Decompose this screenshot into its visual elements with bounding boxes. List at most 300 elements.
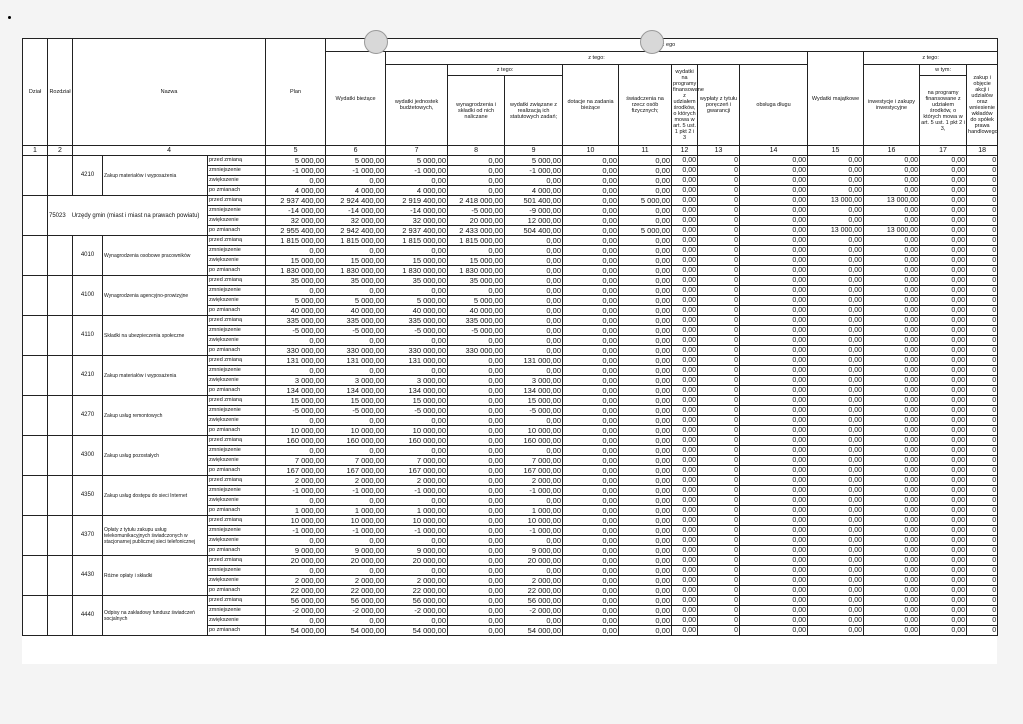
value-cell: 0,00 [386,566,448,576]
table-row [23,516,998,526]
value-cell: 0,00 [672,236,698,246]
value-cell: 0,00 [386,496,448,506]
value-cell: 0,00 [920,426,967,436]
value-cell: 0 [698,316,740,326]
value-cell: 0,00 [563,476,619,486]
value-cell: 131 000,00 [505,356,563,366]
value-cell: 0 [698,276,740,286]
value-cell: 0,00 [808,296,864,306]
rozdzial-name: Urzędy gmin (miast i miast na prawach powiatu) [71,212,200,219]
value-cell: 0 [967,176,998,186]
value-cell: 0 [698,346,740,356]
value-cell: 0,00 [672,166,698,176]
value-cell: 1 830 000,00 [386,266,448,276]
value-cell: 0,00 [740,606,808,616]
value-cell: 9 000,00 [386,546,448,556]
value-cell: 0,00 [920,476,967,486]
value-cell: 0,00 [326,286,386,296]
col-wydatki-biezace: Wydatki bieżące [326,52,386,146]
value-cell: 0,00 [563,466,619,476]
value-cell: 0,00 [920,416,967,426]
value-cell: 0,00 [740,516,808,526]
value-cell: 0,00 [619,336,672,346]
value-cell: 0 [967,376,998,386]
value-cell: 0 [698,506,740,516]
value-cell: 0 [967,336,998,346]
value-cell: 12 000,00 [505,216,563,226]
value-cell: 0,00 [386,246,448,256]
value-cell: 0,00 [448,516,505,526]
value-cell: 0,00 [448,386,505,396]
value-cell: 0 [967,266,998,276]
value-cell: 0 [698,426,740,436]
value-cell: 5 000,00 [619,226,672,236]
value-cell: 0 [967,526,998,536]
row-label: zmniejszenie [208,566,266,576]
value-cell: 0,00 [672,216,698,226]
value-cell: 0,00 [563,416,619,426]
value-cell: -5 000,00 [386,326,448,336]
value-cell: 3 000,00 [505,376,563,386]
value-cell: 15 000,00 [326,256,386,266]
value-cell: 0 [967,536,998,546]
rozdzial-cell [48,436,73,476]
value-cell: 0 [967,516,998,526]
value-cell: 0 [698,586,740,596]
row-label: po zmianach [208,506,266,516]
value-cell: 0 [698,446,740,456]
value-cell: 0,00 [740,206,808,216]
value-cell: 0,00 [619,366,672,376]
value-cell: 0,00 [920,526,967,536]
value-cell: 0,00 [672,486,698,496]
value-cell: 0,00 [326,566,386,576]
value-cell: 0,00 [619,606,672,616]
value-cell: 0,00 [672,246,698,256]
value-cell: 0,00 [672,276,698,286]
value-cell: 0,00 [505,306,563,316]
value-cell: 0,00 [448,246,505,256]
value-cell: 0,00 [505,276,563,286]
value-cell: 0,00 [920,516,967,526]
paragraf-cell: 4440 [73,596,103,636]
value-cell: 0,00 [563,196,619,206]
value-cell: 0 [967,206,998,216]
value-cell: -9 000,00 [505,206,563,216]
value-cell: 5 000,00 [326,156,386,166]
row-label: zwiększenie [208,336,266,346]
value-cell: 0,00 [619,166,672,176]
row-label: zwiększenie [208,176,266,186]
value-cell: 0,00 [740,346,808,356]
value-cell: 0 [967,406,998,416]
value-cell: 0,00 [740,386,808,396]
value-cell: 0,00 [808,266,864,276]
value-cell: 0,00 [672,376,698,386]
value-cell: 0,00 [672,456,698,466]
value-cell: 0,00 [672,506,698,516]
value-cell: 0,00 [864,446,920,456]
value-cell: 0,00 [448,156,505,166]
value-cell: 0 [967,426,998,436]
rozdzial-cell [48,596,73,636]
value-cell: 0,00 [563,386,619,396]
value-cell: 0,00 [266,536,326,546]
value-cell: 0,00 [920,586,967,596]
value-cell: 15 000,00 [505,396,563,406]
value-cell: 0,00 [266,566,326,576]
value-cell: 0 [967,566,998,576]
dzial-cell [23,196,48,236]
value-cell: 0 [967,286,998,296]
column-number: 12 [672,146,698,156]
value-cell: 0 [698,296,740,306]
value-cell: 0,00 [619,576,672,586]
value-cell: 0,00 [920,506,967,516]
value-cell: 0,00 [619,346,672,356]
value-cell: -5 000,00 [266,406,326,416]
value-cell: 0 [698,396,740,406]
row-label: przed zmianą [208,476,266,486]
value-cell: 2 433 000,00 [448,226,505,236]
value-cell: 0,00 [505,416,563,426]
value-cell: 0,00 [386,536,448,546]
value-cell: 0,00 [864,606,920,616]
column-number: 1 [23,146,48,156]
value-cell: 0,00 [563,406,619,416]
value-cell: 0,00 [808,566,864,576]
value-cell: 0,00 [864,556,920,566]
value-cell: -2 000,00 [266,606,326,616]
value-cell: 0,00 [864,526,920,536]
value-cell: 0 [967,256,998,266]
value-cell: 0,00 [619,556,672,566]
value-cell: 0,00 [563,456,619,466]
value-cell: 0,00 [563,176,619,186]
value-cell: 0,00 [808,476,864,486]
value-cell: 0,00 [619,276,672,286]
value-cell: 0,00 [740,466,808,476]
rozdzial-cell [48,236,73,276]
value-cell: 0,00 [563,186,619,196]
value-cell: 0,00 [864,296,920,306]
value-cell: 0,00 [386,366,448,376]
value-cell: 0,00 [740,616,808,626]
value-cell: 0,00 [563,376,619,386]
value-cell: 0,00 [672,436,698,446]
value-cell: 0,00 [619,186,672,196]
value-cell: 0 [698,536,740,546]
col-dotacje: dotacje na zadania bieżące [563,65,619,146]
value-cell: 0,00 [386,286,448,296]
value-cell: 0 [967,276,998,286]
value-cell: 0 [698,436,740,446]
value-cell: 22 000,00 [386,586,448,596]
value-cell: 15 000,00 [386,396,448,406]
value-cell: 0,00 [920,196,967,206]
value-cell: 160 000,00 [326,436,386,446]
value-cell: 10 000,00 [326,426,386,436]
value-cell: 0,00 [672,326,698,336]
value-cell: 0,00 [740,336,808,346]
table-row [23,396,998,406]
value-cell: 9 000,00 [266,546,326,556]
value-cell: 0,00 [563,446,619,456]
value-cell: 0,00 [505,176,563,186]
value-cell: 0 [967,596,998,606]
table-row [23,356,998,366]
column-number: 6 [326,146,386,156]
value-cell: 0,00 [864,566,920,576]
value-cell: 56 000,00 [326,596,386,606]
value-cell: 32 000,00 [386,216,448,226]
value-cell: 0 [698,456,740,466]
value-cell: 0,00 [619,266,672,276]
table-row [23,276,998,286]
value-cell: 330 000,00 [448,346,505,356]
value-cell: 0,00 [808,186,864,196]
value-cell: 0,00 [448,556,505,566]
value-cell: 0,00 [672,496,698,506]
rozdzial-code: 75023 [49,212,66,219]
value-cell: 0,00 [920,386,967,396]
value-cell: 1 000,00 [326,506,386,516]
value-cell: 0,00 [448,476,505,486]
row-label: zwiększenie [208,256,266,266]
value-cell: 0,00 [864,456,920,466]
value-cell: 0,00 [864,406,920,416]
value-cell: 0,00 [619,286,672,296]
dzial-cell [23,556,48,596]
value-cell: 0,00 [740,626,808,636]
value-cell: 0,00 [920,246,967,256]
value-cell: 0,00 [920,236,967,246]
value-cell: 0,00 [563,536,619,546]
value-cell: 5 000,00 [266,296,326,306]
value-cell: 0,00 [808,306,864,316]
value-cell: 0,00 [563,496,619,506]
value-cell: 0,00 [740,586,808,596]
punch-hole-left [364,30,388,54]
value-cell: 0,00 [740,406,808,416]
paragraf-name: Różne opłaty i składki [103,556,208,596]
value-cell: 0 [698,546,740,556]
row-label: zmniejszenie [208,446,266,456]
value-cell: 0,00 [740,366,808,376]
value-cell: 0 [698,626,740,636]
value-cell: 0 [967,616,998,626]
value-cell: 0 [967,506,998,516]
value-cell: -5 000,00 [266,326,326,336]
col-wydatki-programy: wydatki na programy finansowane z udziałem środków, o których mowa w art. 5 ust. 1 pkt 2 i 3 [672,65,698,146]
value-cell: 0,00 [672,226,698,236]
value-cell: 0,00 [672,366,698,376]
value-cell: 0,00 [864,466,920,476]
row-label: po zmianach [208,306,266,316]
value-cell: 0,00 [740,486,808,496]
value-cell: 0,00 [864,626,920,636]
value-cell: 0 [698,366,740,376]
value-cell: 0,00 [386,616,448,626]
value-cell: 0,00 [266,446,326,456]
value-cell: 0,00 [619,396,672,406]
value-cell: 1 830 000,00 [266,266,326,276]
value-cell: 0,00 [505,256,563,266]
value-cell: 335 000,00 [386,316,448,326]
value-cell: 0,00 [448,426,505,436]
value-cell: 0 [698,206,740,216]
value-cell: 20 000,00 [505,556,563,566]
value-cell: 0,00 [563,306,619,316]
value-cell: 0,00 [920,256,967,266]
value-cell: 0,00 [808,356,864,366]
value-cell: 0,00 [672,266,698,276]
value-cell: 0,00 [448,566,505,576]
value-cell: 0 [967,226,998,236]
value-cell: 0,00 [808,626,864,636]
value-cell: 13 000,00 [808,226,864,236]
value-cell: 0,00 [864,376,920,386]
value-cell: 1 815 000,00 [266,236,326,246]
value-cell: 22 000,00 [266,586,326,596]
paragraf-cell: 4100 [73,276,103,316]
column-number: 18 [967,146,998,156]
value-cell: 0,00 [740,276,808,286]
value-cell: 0,00 [619,456,672,466]
value-cell: 0,00 [266,366,326,376]
value-cell: 0,00 [864,396,920,406]
value-cell: 0,00 [672,626,698,636]
value-cell: 10 000,00 [266,516,326,526]
value-cell: 7 000,00 [505,456,563,466]
value-cell: 0,00 [808,326,864,336]
value-cell: 0,00 [740,476,808,486]
col-wydatki-majatkowe: Wydatki majątkowe [808,52,864,146]
value-cell: 0,00 [740,526,808,536]
value-cell: 0,00 [448,596,505,606]
value-cell: 0,00 [920,446,967,456]
value-cell: 0,00 [448,436,505,446]
value-cell: 2 000,00 [505,476,563,486]
value-cell: 0,00 [920,466,967,476]
value-cell: 0,00 [740,446,808,456]
value-cell: 0,00 [619,356,672,366]
value-cell: 0 [967,296,998,306]
value-cell: 0,00 [619,566,672,576]
column-number: 9 [505,146,563,156]
value-cell: -14 000,00 [386,206,448,216]
value-cell: 1 000,00 [386,506,448,516]
value-cell: 0,00 [864,306,920,316]
value-cell: 0,00 [563,156,619,166]
value-cell: 0,00 [864,546,920,556]
value-cell: 0,00 [740,286,808,296]
value-cell: 0,00 [740,506,808,516]
value-cell: 0,00 [864,336,920,346]
value-cell: 0,00 [740,456,808,466]
z-tego-inner: z tego: [448,65,563,76]
value-cell: 0 [698,266,740,276]
value-cell: 5 000,00 [386,156,448,166]
value-cell: -1 000,00 [266,166,326,176]
col-obsluga-dlugu: obsługa długu [740,65,808,146]
col-rozdzial: Rozdział [48,39,73,146]
row-label: zmniejszenie [208,606,266,616]
col-wydatki-jednostek: wydatki jednostek budżetowych, [386,65,448,146]
value-cell: 0,00 [920,596,967,606]
value-cell: 1 815 000,00 [326,236,386,246]
value-cell: 0,00 [740,196,808,206]
value-cell: 20 000,00 [326,556,386,566]
value-cell: 5 000,00 [326,296,386,306]
value-cell: 0,00 [386,416,448,426]
value-cell: 0,00 [672,516,698,526]
value-cell: 0 [967,626,998,636]
value-cell: 0,00 [619,246,672,256]
row-label: po zmianach [208,426,266,436]
value-cell: 0,00 [920,336,967,346]
value-cell: 0,00 [326,336,386,346]
value-cell: 0,00 [672,476,698,486]
value-cell: 15 000,00 [266,396,326,406]
value-cell: 0 [698,156,740,166]
paragraf-name: Składki na ubezpieczenia społeczne [103,316,208,356]
value-cell: 0,00 [920,306,967,316]
value-cell: 7 000,00 [386,456,448,466]
value-cell: 7 000,00 [326,456,386,466]
value-cell: 0,00 [864,236,920,246]
row-label: zmniejszenie [208,206,266,216]
value-cell: 0,00 [808,446,864,456]
value-cell: 0,00 [920,216,967,226]
value-cell: 0,00 [448,286,505,296]
paragraf-cell: 4210 [73,356,103,396]
value-cell: 0,00 [808,206,864,216]
value-cell: 0,00 [672,606,698,616]
value-cell: 0,00 [864,176,920,186]
value-cell: 0,00 [808,556,864,566]
paragraf-cell: 4350 [73,476,103,516]
value-cell: 0 [698,166,740,176]
value-cell: 0,00 [563,516,619,526]
value-cell: 2 000,00 [386,576,448,586]
value-cell: 0,00 [864,286,920,296]
value-cell: 0,00 [864,576,920,586]
value-cell: 0,00 [672,176,698,186]
value-cell: 2 000,00 [326,576,386,586]
value-cell: 0,00 [672,316,698,326]
value-cell: 0,00 [563,336,619,346]
value-cell: 0,00 [563,626,619,636]
value-cell: 0,00 [740,306,808,316]
value-cell: 0,00 [920,566,967,576]
table-row [23,316,998,326]
value-cell: 0 [698,236,740,246]
value-cell: 0,00 [808,156,864,166]
value-cell: 0,00 [672,576,698,586]
value-cell: 0 [967,326,998,336]
value-cell: 5 000,00 [505,156,563,166]
value-cell: 0,00 [563,326,619,336]
value-cell: 22 000,00 [505,586,563,596]
value-cell: 0,00 [808,236,864,246]
table-row [23,156,998,166]
value-cell: 0 [967,356,998,366]
row-label: po zmianach [208,386,266,396]
value-cell: 160 000,00 [386,436,448,446]
value-cell: 0,00 [920,576,967,586]
value-cell: 0,00 [563,256,619,266]
